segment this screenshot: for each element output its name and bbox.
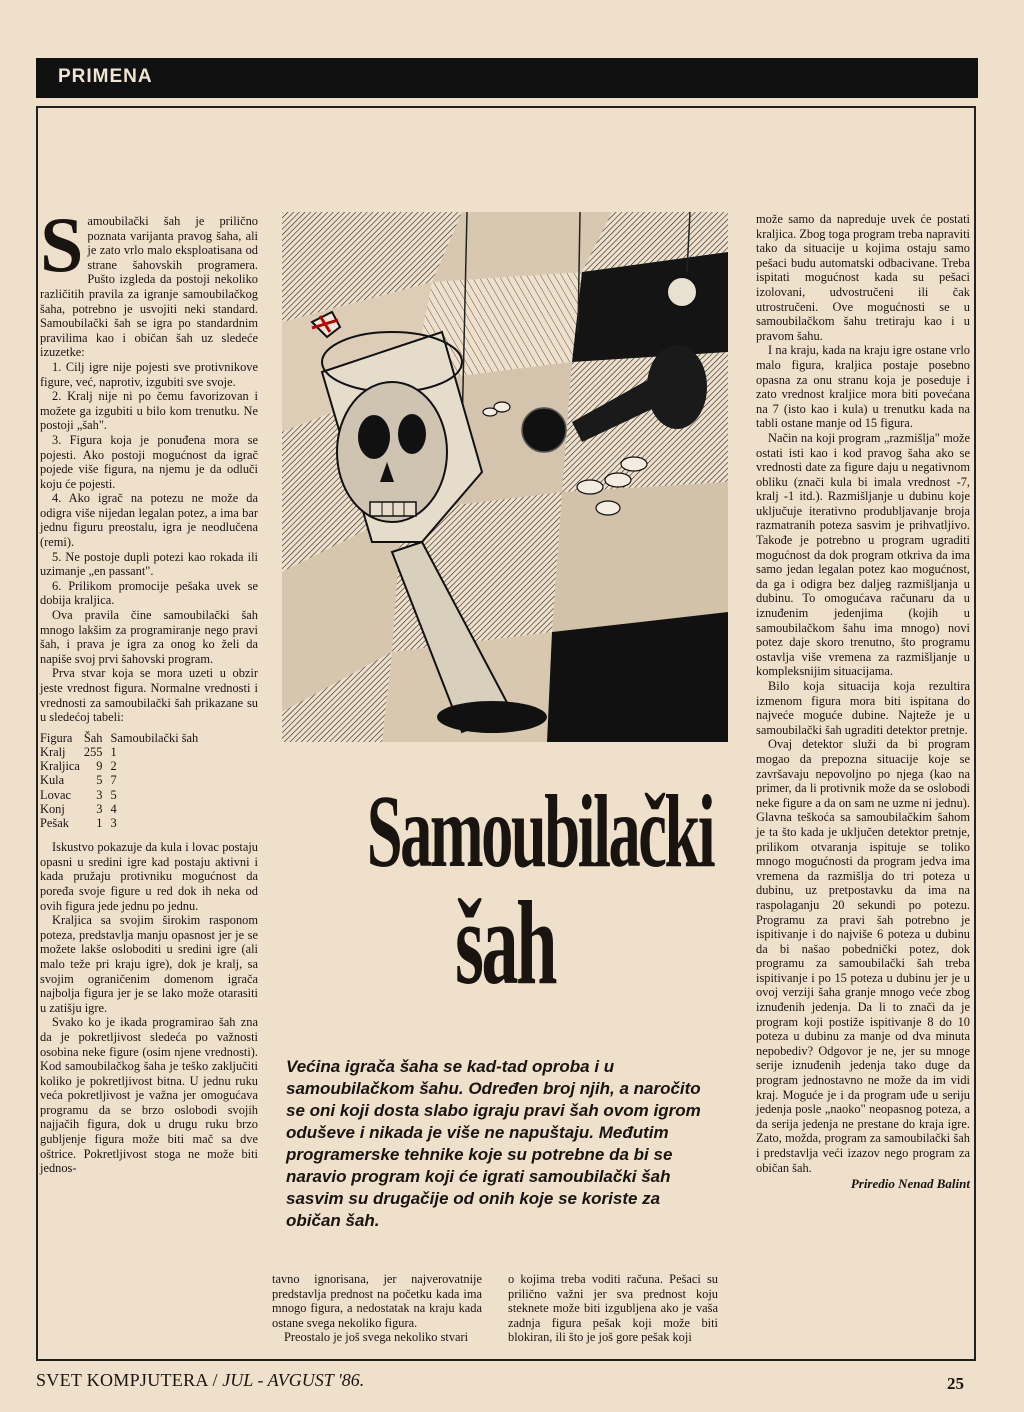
table-header-row [40, 731, 202, 745]
table-header: Šah [83, 730, 103, 745]
paragraph-remaining: Preostalo je još svega nekoliko stvari [284, 1330, 469, 1345]
page-footer [36, 1370, 364, 1391]
table-cell: 5 [110, 787, 117, 802]
table-cell: 2 [110, 759, 117, 774]
author-credit: Priredio Nenad Balint [850, 1176, 970, 1192]
table-cell: 9 [96, 759, 103, 774]
article-lead: Većina igrača šaha se kad-tad oproba i u samoubilačkom šahu. Određen broj njih, a naročito se oni koji dosta slabo igraju pravi šah ovom igrom oduševe i nikada je više ne napuštaju. Međutim programerske tehnike koje su potrebne da bi se naravio program koji će igrati samoubilački šah sasvim su drugačije od onih koje se koriste za običan šah. [286, 1057, 701, 1230]
paragraph-queen: Kraljica sa svojim širokim rasponom poteza, predstavlja manju opasnost jer je se možete lakše osloboditi u sredini igre (ali malo teže pri kraju igre), dok je kralj, sa svojim ograničenim domenom igrača najbolja figura jer je se lako može otarasiti u zatišju igre. [40, 913, 258, 1015]
paragraph-endgame: I na kraju, kada na kraju igre ostane vrlo malo figura, kraljica postaje posebno opasna za onu stranu koja je poseduje i zato vrednost kraljice mora biti povećana na 7 (isto kao i kula) u trenutku kada na tabli ostane manje od 15 figura. [756, 343, 970, 431]
table-row [40, 816, 202, 830]
table-cell: 3 [96, 787, 103, 802]
section-label: PRIMENA [58, 66, 153, 87]
table-cell: 255 [83, 744, 103, 759]
table-row [40, 759, 202, 773]
title-line-2: šah [454, 876, 556, 1009]
column-bottom-right [508, 1272, 718, 1345]
paragraph-rules-summary: Ova pravila čine samoubilački šah mnogo lakšim za programiranje nego pravi šah, i prava je igra za onog ko želi da napiše svoj prvi šahovski program. [40, 608, 258, 666]
drop-cap: S [40, 201, 84, 288]
intro-paragraph [40, 201, 258, 360]
page-number: 25 [947, 1374, 964, 1393]
paragraph-experience: Iskustvo pokazuje da kula i lovac postaju opasni u sredini igre kad postaju aktivni i kada pružaju protivniku mogućnost da poređa svoje figure u red dok ih neka od ovih figura jede jednu po jednu. [40, 840, 258, 913]
table-header: Figura [40, 730, 73, 745]
rule-6: 6. Prilikom promocije pešaka uvek se dobija kraljica. [40, 578, 258, 608]
column-right [756, 212, 970, 1192]
column-bottom-left [272, 1272, 482, 1345]
table-cell: Kralj [40, 744, 66, 759]
table-cell: 7 [110, 773, 117, 788]
paragraph-mobility: Svako ko je ikada programirao šah zna da je pokretljivost sledeća po važnosti osobina neke figure (osim njene vrednosti). Kod samoubilačkog šaha je teško zaključiti koliko je pokretljivost bitna. U jednu ruku veća pokretljivost je važna jer omogućava programu da se brzo oslobodi svojih najjačih figura, dok u drugu ruku brzo gubljenje figura može biti mač sa dve oštrice. Pokretljivost stoga ne može biti jednos- [40, 1015, 258, 1176]
piece-values-table [40, 731, 202, 830]
table-row [40, 745, 202, 759]
table-cell: Pešak [40, 816, 69, 830]
issue-date: JUL - AVGUST '86. [222, 1370, 365, 1390]
column-left [40, 201, 258, 1176]
table-cell: 1 [110, 744, 117, 759]
table-row [40, 788, 202, 802]
paragraph-pawn-queen: može samo da napreduje uvek će postati kraljica. Zbog toga program treba napraviti tako da situacije u kojima ostaju samo pešaci budu automatski odbacivane. Treba ispitati mogućnost kada su pešaci izolovani, udvostručeni ili čak utrostručeni. Ove mogućnosti se u samoubilačkom šahu tretiraju kao i u pravom šahu. [756, 212, 970, 343]
table-cell: 4 [110, 801, 117, 816]
article-title [282, 774, 728, 1009]
paragraph-values: Prva stvar koja se mora uzeti u obzir jeste vrednost figura. Normalne vrednosti i vrednosti za samoubilački šah prikazane su u sledećoj tabeli: [40, 666, 258, 725]
table-row [40, 773, 202, 787]
chess-skull-illustration [282, 212, 728, 742]
rule-3: 3. Figura koja je ponuđena mora se pojesti. Ako postoji mogućnost da igrač pojede više figura, na njemu je da odluči koju će pojesti. [40, 432, 258, 491]
table-cell: Konj [40, 801, 65, 816]
table-cell: Kraljica [40, 759, 80, 774]
table-cell: Lovac [40, 787, 71, 802]
paragraph-threat-detector: Ovaj detektor služi da bi program mogao da prepozna situacije koje se završavaju nepovoljno po njega (kao na primer, da li protivnik može da se oslobodi neke figure a da on sam ne uzme ni jednu). Glavna teškoća sa samoubilačkim šahom je ta što kada je uključen detektor pretnje, prilikom otvaranja ispituje se toliko mnogo mogućnosti da program jedva ima vremena da razmišlja do tri poteza u dubinu, uz pretpostavku da ima na raspolaganju 20 sekundi po potezu. Programu za pravi šah potrebno je ispitivanje i do najviše 6 poteza u dubinu da bi našao pobednički potez, dok programu za samoubilački šah treba ispitivanje i po 15 poteza u dubinu jer je u ovoj verziji šaha granje mnogo veće zbog iznuđenih jedenja. Da li to znači da je program koji postiže ispitivanje 8 do 10 poteza u dubinu za manje od dva minuta nepobediv? Odgovor je ne, jer su mnoge serije iznuđenih jedenja tako duge da program jednostavno ne može da im vidi kraj. Moguće je i da program uđe u seriju jedenja posle „naoko" neopasnog poteza, a da serija jedenja ne prestane do kraja igre. Zato, možda, program za samoubilački šah i predstavlja veći izazov nego program za običan šah. [756, 737, 970, 1175]
paragraph-thinking: Način na koji program „razmišlja" može ostati isti kao i kod pravog šaha ako se vrednosti date za figure daju u negativnom obliku (znači kula bi imala vrednost -7, kralj -1 itd.). Razmišljanje u dubinu koje uključuje iterativno produbljavanje broja razmatranih poteza sasvim je prihvatljivo. Takođe je potrebno u program ugraditi mogućnost da dok program otkriva da ima samo jedan legalan potez kao mogućnost, da ga i odigra bez daljeg razmišljanja u dubinu. To omogućava računaru da u iznuđenim jedenjima (kojih u samoubilačkom šahu ima mnogo) novi potez daje skoro trenutno, što programu ostavlja više vremena za razmišljanje u kompleksnijim situacijama. [756, 430, 970, 679]
title-line-1: Samoubilački [366, 774, 714, 889]
rule-5: 5. Ne postoje dupli potezi kao rokada ili uzimanje „en passant". [40, 549, 258, 579]
table-cell: 3 [110, 816, 117, 830]
magazine-name: SVET KOMPJUTERA / [36, 1370, 218, 1390]
paragraph-exchanges: Bilo koja situacija koja rezultira izmenom figura mora biti ispitana do najveće moguće dubine. Najteže je u samoubilački šah ugraditi detektor pretnje. [756, 679, 970, 737]
rule-1: 1. Cilj igre nije pojesti sve protivnikove figure, već, naprotiv, izgubiti sve svoje. [40, 359, 258, 389]
table-header: Samoubilački šah [110, 730, 199, 745]
table-row [40, 802, 202, 816]
paragraph-continuation: tavno ignorisana, jer najverovatnije predstavlja prednost na početku kada ima mnogo figura, a nedostatak na kraju kada ostane svega nekoliko figura. [272, 1272, 482, 1330]
table-cell: Kula [40, 773, 65, 788]
rule-2: 2. Kralj nije ni po čemu favorizovan i možete ga izgubiti u bilo kom trenutku. Ne postoji „šah". [40, 389, 258, 433]
table-cell: 3 [96, 801, 103, 816]
table-cell: 5 [96, 773, 103, 788]
intro-text: amoubilački šah je prilično poznata varijanta pravog šaha, ali je zato vrlo malo eksploatisana od strane šahovskih programera. Pušto izgleda da postoji nekoliko različitih pravila za igranje samoubilačkog šaha, potrebno je usvojiti neki standard. Samoubilački šah se igra po standardnim pravilima kao i običan šah uz sledeće izuzetke: [40, 214, 258, 360]
rule-4: 4. Ako igrač na potezu ne može da odigra više nijedan legalan potez, a ima bar jednu figuru preostalu, igra je neodlučena (remi). [40, 491, 258, 550]
section-header-bar [36, 58, 978, 98]
table-cell: 1 [96, 816, 103, 830]
paragraph-pawns: o kojima treba voditi računa. Pešaci su prilično važni jer sva prednost koju steknete može biti izgubljena ako je vaša zadnja figura pešak koji može biti blokiran, ili što je još gore pešak koji [508, 1272, 718, 1345]
